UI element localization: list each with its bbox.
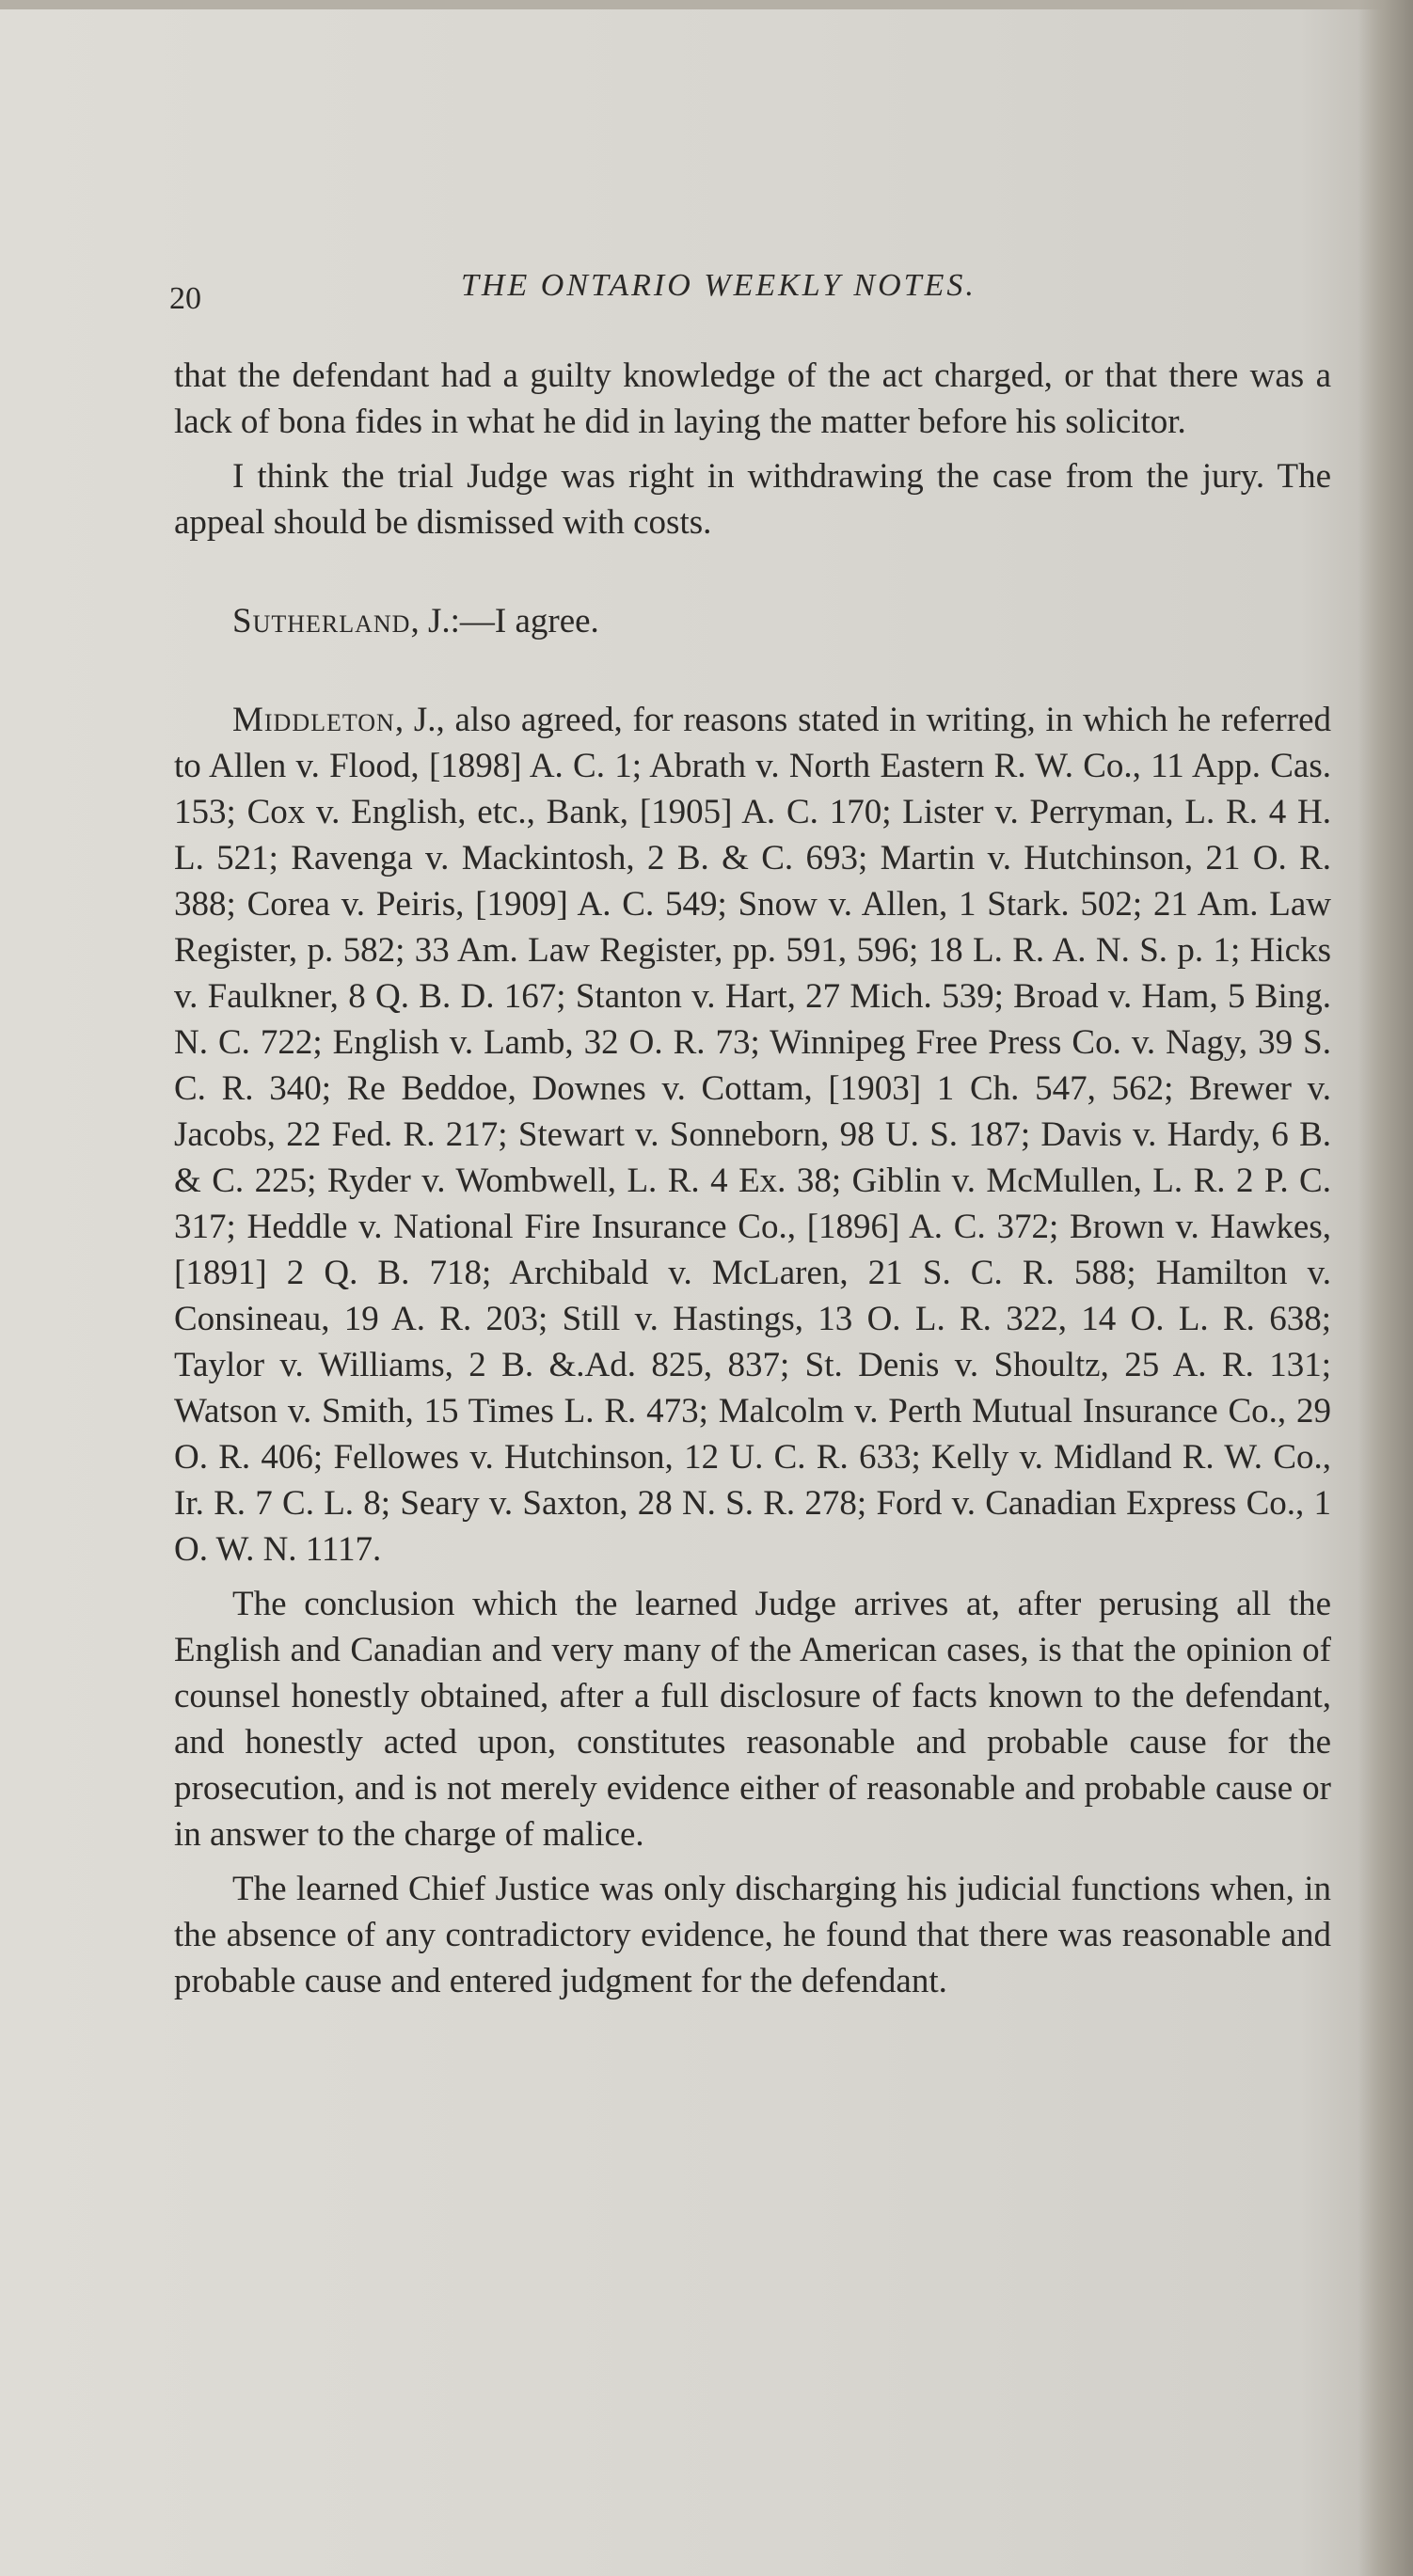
page-binding-shadow: [1358, 0, 1413, 2576]
judge-name-sutherland: Sutherland: [232, 602, 411, 640]
paragraph-middleton: [174, 697, 1331, 1572]
judge-name-middleton: Middleton: [232, 701, 395, 739]
middleton-citations: , J., also agreed, for reasons stated in writing, in which he referred to Allen v. Flood, [1898] A. C. 1; Abrath v. North Eastern R. W. Co., 11 App. Cas. 153; Cox v. English, etc., Bank, [1905] A. C. 170; Lister v. Perryman, L. R. 4 H. L. 521; Ravenga v. Mackintosh, 2 B. & C. 693; Martin v. Hutchinson, 21 O. R. 388; Corea v. Peiris, [1909] A. C. 549; Snow v. Allen, 1 Stark. 502; 21 Am. Law Register, p. 582; 33 Am. Law Register, pp. 591, 596; 18 L. R. A. N. S. p. 1; Hicks v. Faulkner, 8 Q. B. D. 167; Stanton v. Hart, 27 Mich. 539; Broad v. Ham, 5 Bing. N. C. 722; English v. Lamb, 32 O. R. 73; Winnipeg Free Press Co. v. Nagy, 39 S. C. R. 340; Re Beddoe, Downes v. Cottam, [1903] 1 Ch. 547, 562; Brewer v. Jacobs, 22 Fed. R. 217; Stewart v. Sonneborn, 98 U. S. 187; Davis v. Hardy, 6 B. & C. 225; Ryder v. Wombwell, L. R. 4 Ex. 38; Giblin v. McMullen, L. R. 2 P. C. 317; Heddle v. National Fire Insurance Co., [1896] A. C. 372; Brown v. Hawkes, [1891] 2 Q. B. 718; Archibald v. McLaren, 21 S. C. R. 588; Hamilton v. Consineau, 19 A. R. 203; Still v. Hastings, 13 O. L. R. 322, 14 O. L. R. 638; Taylor v. Williams, 2 B. &.Ad. 825, 837; St. Denis v. Shoultz, 25 A. R. 131; Watson v. Smith, 15 Times L. R. 473; Malcolm v. Perth Mutual Insurance Co., 29 O. R. 406; Fellowes v. Hutchinson, 12 U. C. R. 633; Kelly v. Midland R. W. Co., Ir. R. 7 C. L. 8; Seary v. Saxton, 28 N. S. R. 278; Ford v. Canadian Express Co., 1 O. W. N. 1117.: [174, 701, 1331, 1569]
top-page-edge: [0, 0, 1413, 9]
paragraph-sutherland: [174, 598, 1331, 644]
paragraph-chief-justice: The learned Chief Justice was only discharging his judicial functions when, in the absence of any contradictory evidence, he found that there was reasonable and probable cause and entered judgment for the defendant.: [174, 1870, 1331, 2000]
sutherland-text: , J.:—I agree.: [410, 602, 599, 640]
running-head: [169, 268, 1373, 315]
paragraph-trial-judge: I think the trial Judge was right in withdrawing the case from the jury. The appeal should be dismissed with costs.: [174, 457, 1331, 542]
paragraph-conclusion: The conclusion which the learned Judge arrives at, after perusing all the English and Canadian and very many of the American cases, is that the opinion of counsel honestly obtained, after a full disclosure of facts known to the defendant, and honestly acted upon, constitutes reasonable and probable cause for the prosecution, and is not merely evidence either of reasonable and probable cause or in answer to the charge of malice.: [174, 1585, 1331, 1854]
page-number: 20: [169, 281, 201, 316]
journal-title: THE ONTARIO WEEKLY NOTES.: [461, 268, 976, 303]
paragraph-continuation: that the defendant had a guilty knowledge of the act charged, or that there was a lack of bona fides in what he did in laying the matter before his solicitor.: [174, 356, 1331, 441]
body-text: [174, 353, 1331, 2004]
